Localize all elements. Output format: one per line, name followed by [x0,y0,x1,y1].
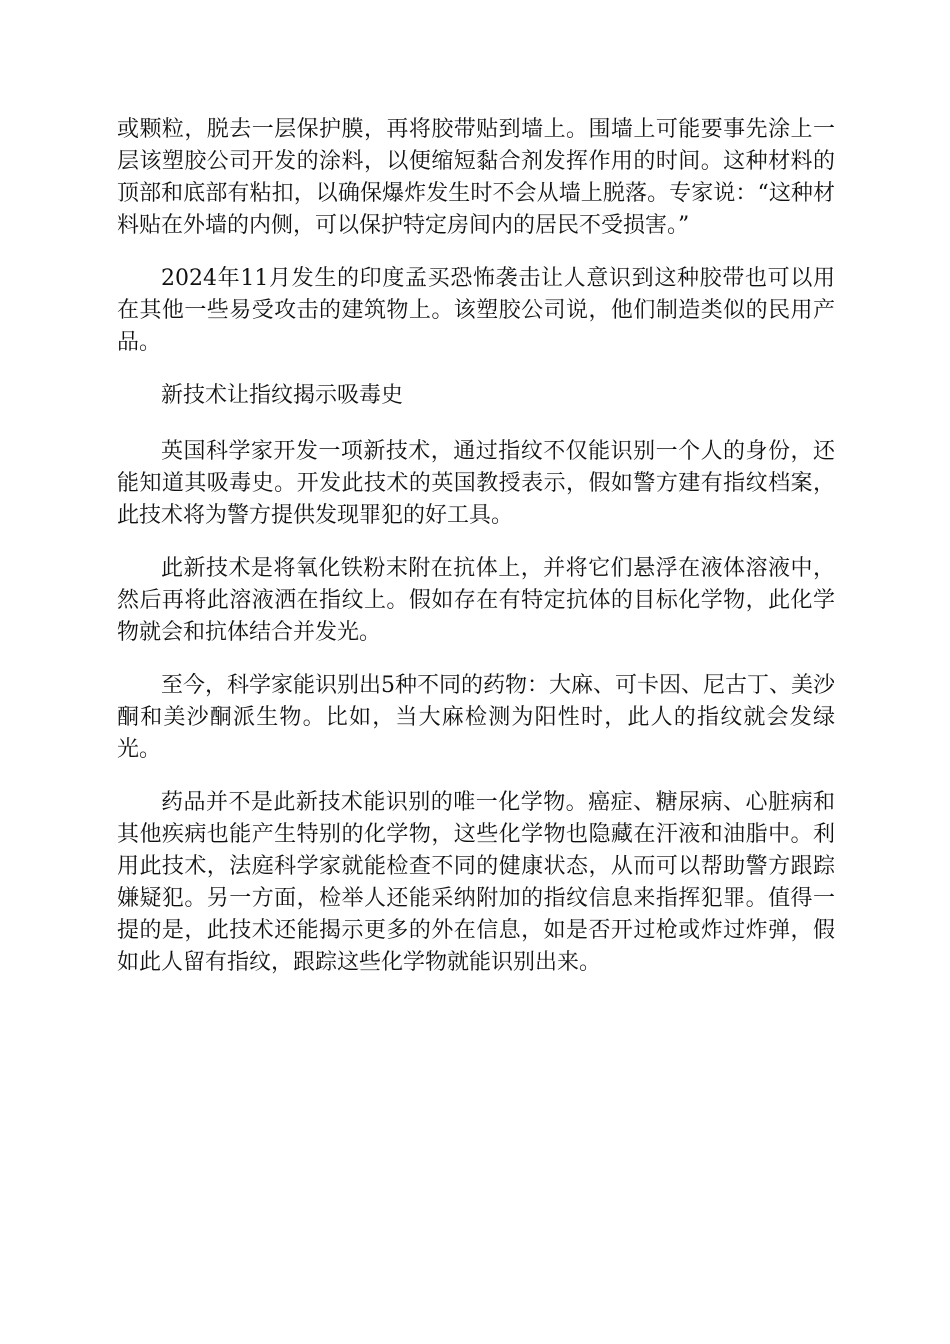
section-heading-fingerprint: 新技术让指纹揭示吸毒史 [161,383,404,408]
paragraph-five-drugs: 至今，科学家能识别出5种不同的药物：大麻、可卡因、尼古丁、美沙酮和美沙酮派生物。比如，当大麻检测为阳性时，此人的指纹就会发绿光。 [117,673,835,762]
paragraph-other-chemicals: 药品并不是此新技术能识别的唯一化学物。癌症、糖尿病、心脏病和其他疾病也能产生特别的化学物，这些化学物也隐藏在汗液和油脂中。利用此技术，法庭科学家就能检查不同的健康状态，从而可以帮助警方跟踪嫌疑犯。另一方面，检举人还能采纳附加的指纹信息来指挥犯罪。值得一提的是，此技术还能揭示更多的外在信息，如是否开过枪或炸过炸弹，假如此人留有指纹，跟踪这些化学物就能识别出来。 [117,790,835,975]
paragraph-iron-oxide-method: 此新技术是将氧化铁粉末附在抗体上，并将它们悬浮在液体溶液中，然后再将此溶液洒在指纹上。假如存在有特定抗体的目标化学物，此化学物就会和抗体结合并发光。 [117,556,835,645]
paragraph-mumbai-attack: 2024年11月发生的印度孟买恐怖袭击让人意识到这种胶带也可以用在其他一些易受攻击的建筑物上。该塑胶公司说，他们制造类似的民用产品。 [117,266,835,355]
document-body [117,114,835,1000]
paragraph-adhesive-tape-continued: 或颗粒，脱去一层保护膜，再将胶带贴到墙上。围墙上可能要事先涂上一层该塑胶公司开发的涂料，以便缩短黏合剂发挥作用的时间。这种材料的顶部和底部有粘扣，以确保爆炸发生时不会从墙上脱落。专家说：“这种材料贴在外墙的内侧，可以保护特定房间内的居民不受损害。” [117,117,835,238]
paragraph-fingerprint-technology: 英国科学家开发一项新技术，通过指纹不仅能识别一个人的身份，还能知道其吸毒史。开发此技术的英国教授表示，假如警方建有指纹档案，此技术将为警方提供发现罪犯的好工具。 [117,439,835,528]
